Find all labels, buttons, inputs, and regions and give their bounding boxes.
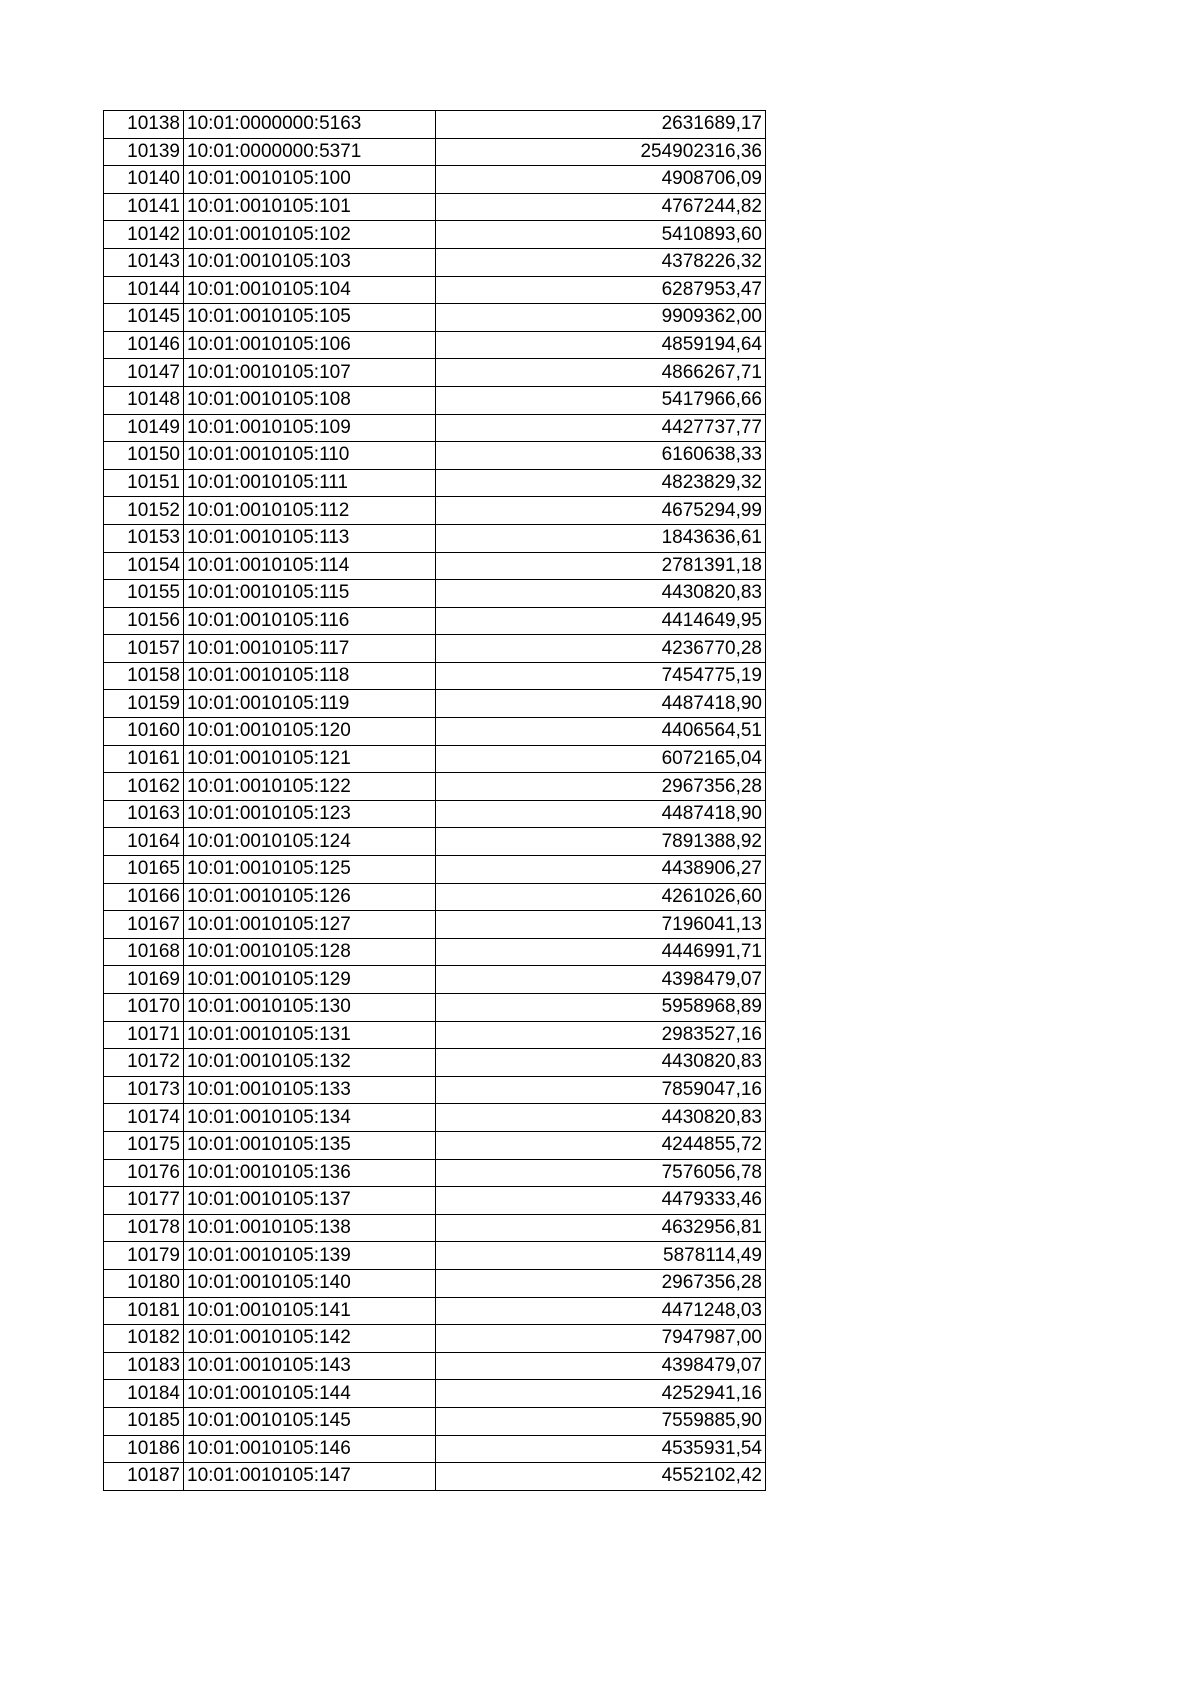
row-number-cell: 10175 bbox=[104, 1131, 184, 1159]
table-row bbox=[104, 221, 766, 249]
row-number-cell: 10164 bbox=[104, 828, 184, 856]
table-row bbox=[104, 856, 766, 884]
cadastral-number-cell: 10:01:0010105:127 bbox=[184, 911, 436, 939]
cadastral-number-cell: 10:01:0010105:124 bbox=[184, 828, 436, 856]
row-number-cell: 10140 bbox=[104, 166, 184, 194]
row-number-cell: 10174 bbox=[104, 1104, 184, 1132]
value-cell: 4487418,90 bbox=[436, 690, 766, 718]
data-table bbox=[103, 110, 766, 1491]
value-cell: 5417966,66 bbox=[436, 386, 766, 414]
value-cell: 7947987,00 bbox=[436, 1325, 766, 1353]
row-number-cell: 10150 bbox=[104, 442, 184, 470]
table-row bbox=[104, 911, 766, 939]
cadastral-number-cell: 10:01:0010105:145 bbox=[184, 1407, 436, 1435]
cadastral-number-cell: 10:01:0010105:126 bbox=[184, 883, 436, 911]
row-number-cell: 10181 bbox=[104, 1297, 184, 1325]
row-number-cell: 10178 bbox=[104, 1214, 184, 1242]
cadastral-number-cell: 10:01:0010105:102 bbox=[184, 221, 436, 249]
value-cell: 4430820,83 bbox=[436, 1049, 766, 1077]
cadastral-number-cell: 10:01:0010105:100 bbox=[184, 166, 436, 194]
value-cell: 7891388,92 bbox=[436, 828, 766, 856]
value-cell: 9909362,00 bbox=[436, 304, 766, 332]
value-cell: 7454775,19 bbox=[436, 662, 766, 690]
table-row bbox=[104, 1187, 766, 1215]
cadastral-number-cell: 10:01:0010105:116 bbox=[184, 607, 436, 635]
value-cell: 7196041,13 bbox=[436, 911, 766, 939]
value-cell: 4244855,72 bbox=[436, 1131, 766, 1159]
cadastral-number-cell: 10:01:0010105:139 bbox=[184, 1242, 436, 1270]
value-cell: 4430820,83 bbox=[436, 580, 766, 608]
table-row bbox=[104, 1131, 766, 1159]
value-cell: 254902316,36 bbox=[436, 138, 766, 166]
cadastral-number-cell: 10:01:0010105:104 bbox=[184, 276, 436, 304]
table-row bbox=[104, 966, 766, 994]
row-number-cell: 10179 bbox=[104, 1242, 184, 1270]
row-number-cell: 10173 bbox=[104, 1076, 184, 1104]
row-number-cell: 10166 bbox=[104, 883, 184, 911]
cadastral-number-cell: 10:01:0010105:128 bbox=[184, 938, 436, 966]
value-cell: 5878114,49 bbox=[436, 1242, 766, 1270]
cadastral-number-cell: 10:01:0010105:108 bbox=[184, 386, 436, 414]
row-number-cell: 10159 bbox=[104, 690, 184, 718]
cadastral-number-cell: 10:01:0010105:142 bbox=[184, 1325, 436, 1353]
value-cell: 4446991,71 bbox=[436, 938, 766, 966]
value-cell: 5410893,60 bbox=[436, 221, 766, 249]
value-cell: 6287953,47 bbox=[436, 276, 766, 304]
table-row bbox=[104, 1159, 766, 1187]
cadastral-number-cell: 10:01:0010105:106 bbox=[184, 331, 436, 359]
row-number-cell: 10152 bbox=[104, 497, 184, 525]
table-row bbox=[104, 359, 766, 387]
cadastral-number-cell: 10:01:0010105:113 bbox=[184, 524, 436, 552]
value-cell: 1843636,61 bbox=[436, 524, 766, 552]
value-cell: 4552102,42 bbox=[436, 1463, 766, 1491]
table-row bbox=[104, 1049, 766, 1077]
value-cell: 4632956,81 bbox=[436, 1214, 766, 1242]
table-row bbox=[104, 248, 766, 276]
value-cell: 4479333,46 bbox=[436, 1187, 766, 1215]
row-number-cell: 10154 bbox=[104, 552, 184, 580]
value-cell: 4252941,16 bbox=[436, 1380, 766, 1408]
row-number-cell: 10182 bbox=[104, 1325, 184, 1353]
value-cell: 4398479,07 bbox=[436, 966, 766, 994]
value-cell: 7559885,90 bbox=[436, 1407, 766, 1435]
cadastral-number-cell: 10:01:0010105:133 bbox=[184, 1076, 436, 1104]
table-row bbox=[104, 442, 766, 470]
table-row bbox=[104, 469, 766, 497]
cadastral-number-cell: 10:01:0010105:123 bbox=[184, 800, 436, 828]
table-row bbox=[104, 304, 766, 332]
row-number-cell: 10169 bbox=[104, 966, 184, 994]
cadastral-number-cell: 10:01:0010105:136 bbox=[184, 1159, 436, 1187]
row-number-cell: 10157 bbox=[104, 635, 184, 663]
table-row bbox=[104, 994, 766, 1022]
cadastral-number-cell: 10:01:0010105:120 bbox=[184, 718, 436, 746]
cadastral-number-cell: 10:01:0010105:131 bbox=[184, 1021, 436, 1049]
table-row bbox=[104, 1297, 766, 1325]
cadastral-number-cell: 10:01:0010105:115 bbox=[184, 580, 436, 608]
value-cell: 4430820,83 bbox=[436, 1104, 766, 1132]
cadastral-number-cell: 10:01:0010105:101 bbox=[184, 193, 436, 221]
table-row bbox=[104, 580, 766, 608]
table-row bbox=[104, 111, 766, 139]
row-number-cell: 10146 bbox=[104, 331, 184, 359]
value-cell: 4406564,51 bbox=[436, 718, 766, 746]
table-row bbox=[104, 1352, 766, 1380]
cadastral-number-cell: 10:01:0010105:117 bbox=[184, 635, 436, 663]
table-row bbox=[104, 1435, 766, 1463]
table-row bbox=[104, 1325, 766, 1353]
row-number-cell: 10156 bbox=[104, 607, 184, 635]
cadastral-number-cell: 10:01:0010105:107 bbox=[184, 359, 436, 387]
cadastral-number-cell: 10:01:0010105:125 bbox=[184, 856, 436, 884]
table-row bbox=[104, 1269, 766, 1297]
cadastral-number-cell: 10:01:0010105:119 bbox=[184, 690, 436, 718]
table-row bbox=[104, 1104, 766, 1132]
cadastral-number-cell: 10:01:0010105:135 bbox=[184, 1131, 436, 1159]
value-cell: 2983527,16 bbox=[436, 1021, 766, 1049]
cadastral-number-cell: 10:01:0010105:134 bbox=[184, 1104, 436, 1132]
value-cell: 4767244,82 bbox=[436, 193, 766, 221]
table-row bbox=[104, 1076, 766, 1104]
value-cell: 7859047,16 bbox=[436, 1076, 766, 1104]
table-row bbox=[104, 497, 766, 525]
row-number-cell: 10153 bbox=[104, 524, 184, 552]
row-number-cell: 10151 bbox=[104, 469, 184, 497]
row-number-cell: 10143 bbox=[104, 248, 184, 276]
table-row bbox=[104, 800, 766, 828]
table-row bbox=[104, 938, 766, 966]
row-number-cell: 10160 bbox=[104, 718, 184, 746]
cadastral-number-cell: 10:01:0010105:141 bbox=[184, 1297, 436, 1325]
table-row bbox=[104, 883, 766, 911]
value-cell: 4414649,95 bbox=[436, 607, 766, 635]
cadastral-number-cell: 10:01:0010105:105 bbox=[184, 304, 436, 332]
table-row bbox=[104, 828, 766, 856]
value-cell: 4471248,03 bbox=[436, 1297, 766, 1325]
row-number-cell: 10177 bbox=[104, 1187, 184, 1215]
table-row bbox=[104, 1380, 766, 1408]
row-number-cell: 10161 bbox=[104, 745, 184, 773]
value-cell: 2631689,17 bbox=[436, 111, 766, 139]
row-number-cell: 10184 bbox=[104, 1380, 184, 1408]
row-number-cell: 10148 bbox=[104, 386, 184, 414]
value-cell: 7576056,78 bbox=[436, 1159, 766, 1187]
value-cell: 4236770,28 bbox=[436, 635, 766, 663]
table-row bbox=[104, 386, 766, 414]
table-row bbox=[104, 635, 766, 663]
table-row bbox=[104, 662, 766, 690]
cadastral-number-cell: 10:01:0010105:146 bbox=[184, 1435, 436, 1463]
value-cell: 4427737,77 bbox=[436, 414, 766, 442]
value-cell: 6160638,33 bbox=[436, 442, 766, 470]
row-number-cell: 10141 bbox=[104, 193, 184, 221]
cadastral-number-cell: 10:01:0010105:114 bbox=[184, 552, 436, 580]
row-number-cell: 10170 bbox=[104, 994, 184, 1022]
table-row bbox=[104, 690, 766, 718]
row-number-cell: 10163 bbox=[104, 800, 184, 828]
cadastral-number-cell: 10:01:0010105:110 bbox=[184, 442, 436, 470]
row-number-cell: 10162 bbox=[104, 773, 184, 801]
value-cell: 4378226,32 bbox=[436, 248, 766, 276]
table-row bbox=[104, 166, 766, 194]
row-number-cell: 10155 bbox=[104, 580, 184, 608]
cadastral-number-cell: 10:01:0010105:109 bbox=[184, 414, 436, 442]
value-cell: 4438906,27 bbox=[436, 856, 766, 884]
value-cell: 2967356,28 bbox=[436, 1269, 766, 1297]
value-cell: 2781391,18 bbox=[436, 552, 766, 580]
table-row bbox=[104, 1021, 766, 1049]
cadastral-number-cell: 10:01:0010105:121 bbox=[184, 745, 436, 773]
cadastral-number-cell: 10:01:0010105:147 bbox=[184, 1463, 436, 1491]
table-row bbox=[104, 414, 766, 442]
row-number-cell: 10147 bbox=[104, 359, 184, 387]
table-row bbox=[104, 1463, 766, 1491]
value-cell: 6072165,04 bbox=[436, 745, 766, 773]
value-cell: 4535931,54 bbox=[436, 1435, 766, 1463]
row-number-cell: 10186 bbox=[104, 1435, 184, 1463]
table-row bbox=[104, 331, 766, 359]
row-number-cell: 10180 bbox=[104, 1269, 184, 1297]
table-row bbox=[104, 745, 766, 773]
cadastral-number-cell: 10:01:0010105:130 bbox=[184, 994, 436, 1022]
value-cell: 2967356,28 bbox=[436, 773, 766, 801]
cadastral-number-cell: 10:01:0010105:138 bbox=[184, 1214, 436, 1242]
cadastral-number-cell: 10:01:0010105:137 bbox=[184, 1187, 436, 1215]
row-number-cell: 10139 bbox=[104, 138, 184, 166]
cadastral-number-cell: 10:01:0000000:5371 bbox=[184, 138, 436, 166]
table-row bbox=[104, 193, 766, 221]
row-number-cell: 10167 bbox=[104, 911, 184, 939]
value-cell: 5958968,89 bbox=[436, 994, 766, 1022]
table-row bbox=[104, 552, 766, 580]
table-row bbox=[104, 1214, 766, 1242]
table-row bbox=[104, 1242, 766, 1270]
cadastral-number-cell: 10:01:0000000:5163 bbox=[184, 111, 436, 139]
row-number-cell: 10171 bbox=[104, 1021, 184, 1049]
value-cell: 4398479,07 bbox=[436, 1352, 766, 1380]
value-cell: 4859194,64 bbox=[436, 331, 766, 359]
table-body bbox=[104, 111, 766, 1491]
table-row bbox=[104, 524, 766, 552]
row-number-cell: 10172 bbox=[104, 1049, 184, 1077]
value-cell: 4866267,71 bbox=[436, 359, 766, 387]
value-cell: 4261026,60 bbox=[436, 883, 766, 911]
value-cell: 4823829,32 bbox=[436, 469, 766, 497]
row-number-cell: 10138 bbox=[104, 111, 184, 139]
cadastral-number-cell: 10:01:0010105:112 bbox=[184, 497, 436, 525]
table-row bbox=[104, 607, 766, 635]
table-row bbox=[104, 138, 766, 166]
cadastral-number-cell: 10:01:0010105:140 bbox=[184, 1269, 436, 1297]
cadastral-number-cell: 10:01:0010105:129 bbox=[184, 966, 436, 994]
cadastral-number-cell: 10:01:0010105:111 bbox=[184, 469, 436, 497]
value-cell: 4487418,90 bbox=[436, 800, 766, 828]
row-number-cell: 10158 bbox=[104, 662, 184, 690]
value-cell: 4908706,09 bbox=[436, 166, 766, 194]
cadastral-number-cell: 10:01:0010105:132 bbox=[184, 1049, 436, 1077]
row-number-cell: 10165 bbox=[104, 856, 184, 884]
value-cell: 4675294,99 bbox=[436, 497, 766, 525]
cadastral-number-cell: 10:01:0010105:118 bbox=[184, 662, 436, 690]
row-number-cell: 10185 bbox=[104, 1407, 184, 1435]
table-row bbox=[104, 276, 766, 304]
cadastral-number-cell: 10:01:0010105:103 bbox=[184, 248, 436, 276]
row-number-cell: 10142 bbox=[104, 221, 184, 249]
cadastral-number-cell: 10:01:0010105:122 bbox=[184, 773, 436, 801]
cadastral-number-cell: 10:01:0010105:143 bbox=[184, 1352, 436, 1380]
row-number-cell: 10176 bbox=[104, 1159, 184, 1187]
table-row bbox=[104, 718, 766, 746]
row-number-cell: 10168 bbox=[104, 938, 184, 966]
table-row bbox=[104, 773, 766, 801]
row-number-cell: 10187 bbox=[104, 1463, 184, 1491]
cadastral-number-cell: 10:01:0010105:144 bbox=[184, 1380, 436, 1408]
row-number-cell: 10183 bbox=[104, 1352, 184, 1380]
row-number-cell: 10144 bbox=[104, 276, 184, 304]
row-number-cell: 10145 bbox=[104, 304, 184, 332]
table-row bbox=[104, 1407, 766, 1435]
row-number-cell: 10149 bbox=[104, 414, 184, 442]
